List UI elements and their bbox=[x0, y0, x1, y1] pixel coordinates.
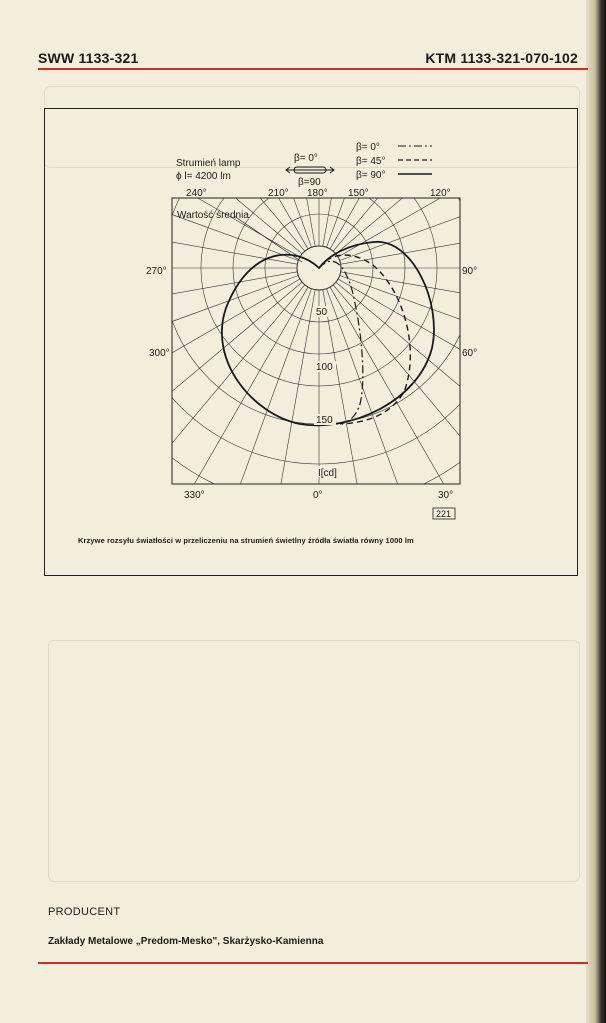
grid-ray bbox=[250, 0, 316, 246]
angle-label-60: 60° bbox=[462, 348, 478, 359]
legend-label-beta45: β= 45° bbox=[356, 156, 386, 167]
radial-label-50: 50 bbox=[316, 307, 328, 318]
angle-label-30: 30° bbox=[438, 490, 454, 501]
radial-label-100: 100 bbox=[316, 362, 333, 373]
grid-ray bbox=[119, 287, 308, 600]
grid-ray bbox=[330, 287, 519, 600]
grid-ray bbox=[323, 290, 389, 600]
grid-ray bbox=[0, 199, 297, 265]
unit-label: I[cd] bbox=[318, 468, 337, 479]
angle-label-120: 120° bbox=[430, 188, 451, 199]
radial-label-150: 150 bbox=[316, 415, 333, 426]
grid-ray bbox=[327, 289, 456, 600]
angle-label-240: 240° bbox=[186, 188, 207, 199]
grid-ray bbox=[330, 0, 519, 249]
grid-ray bbox=[250, 290, 316, 600]
grid-ray bbox=[0, 131, 298, 260]
beta-bottom-label: β=90 bbox=[298, 177, 321, 188]
grid-ray bbox=[327, 0, 456, 247]
grid-ray bbox=[182, 289, 311, 600]
legend-label-beta90: β= 90° bbox=[356, 170, 386, 181]
lamp-tube-icon bbox=[286, 167, 334, 173]
grid-border bbox=[172, 198, 460, 484]
legend-label-beta0: β= 0° bbox=[356, 142, 380, 153]
angle-label-180: 180° bbox=[307, 188, 328, 199]
footer-rule bbox=[38, 962, 588, 964]
grid-ray bbox=[0, 276, 298, 405]
grid-ray bbox=[0, 272, 297, 338]
grid-ray bbox=[333, 0, 576, 251]
angle-label-0: 0° bbox=[313, 490, 323, 501]
flux-label-line1: Strumień lamp bbox=[176, 158, 241, 169]
mean-value-label: Wartość średnia bbox=[177, 210, 249, 221]
angle-label-150: 150° bbox=[348, 188, 369, 199]
grid-ray bbox=[323, 0, 389, 246]
curve-beta-0 bbox=[319, 261, 363, 424]
producer-name: Zakłady Metalowe „Predom-Mesko", Skarżysko-Kamienna bbox=[48, 936, 324, 947]
angle-label-210: 210° bbox=[268, 188, 289, 199]
angle-label-300: 300° bbox=[149, 348, 170, 359]
grid-ray bbox=[13, 11, 303, 254]
angle-label-330: 330° bbox=[184, 490, 205, 501]
flux-label-line2: ϕ l= 4200 lm bbox=[176, 171, 231, 182]
header-left-code: SWW 1133-321 bbox=[38, 50, 139, 66]
grid-ray bbox=[333, 285, 576, 575]
grid-ray bbox=[336, 282, 606, 525]
grid-ray bbox=[341, 199, 606, 265]
beta-top-label: β= 0° bbox=[294, 153, 318, 164]
grid-ray bbox=[338, 279, 606, 468]
grid-ray bbox=[341, 272, 606, 338]
bleed-through-box-bottom bbox=[48, 640, 580, 882]
grid-ray bbox=[62, 285, 305, 575]
grid-ray bbox=[0, 279, 300, 468]
figure-caption: Krzywe rozsyłu światłości w przeliczeniu na strumień świetlny źródła światła równy 1000 lm bbox=[78, 536, 414, 545]
grid-ray bbox=[336, 11, 606, 254]
header-right-code: KTM 1133-321-070-102 bbox=[425, 50, 578, 66]
fig-number: 221 bbox=[436, 509, 452, 519]
grid-ray bbox=[0, 68, 300, 257]
producer-heading: PRODUCENT bbox=[48, 906, 121, 918]
angle-label-90: 90° bbox=[462, 266, 478, 277]
curve-beta-90 bbox=[222, 242, 434, 425]
angle-label-270: 270° bbox=[146, 266, 167, 277]
